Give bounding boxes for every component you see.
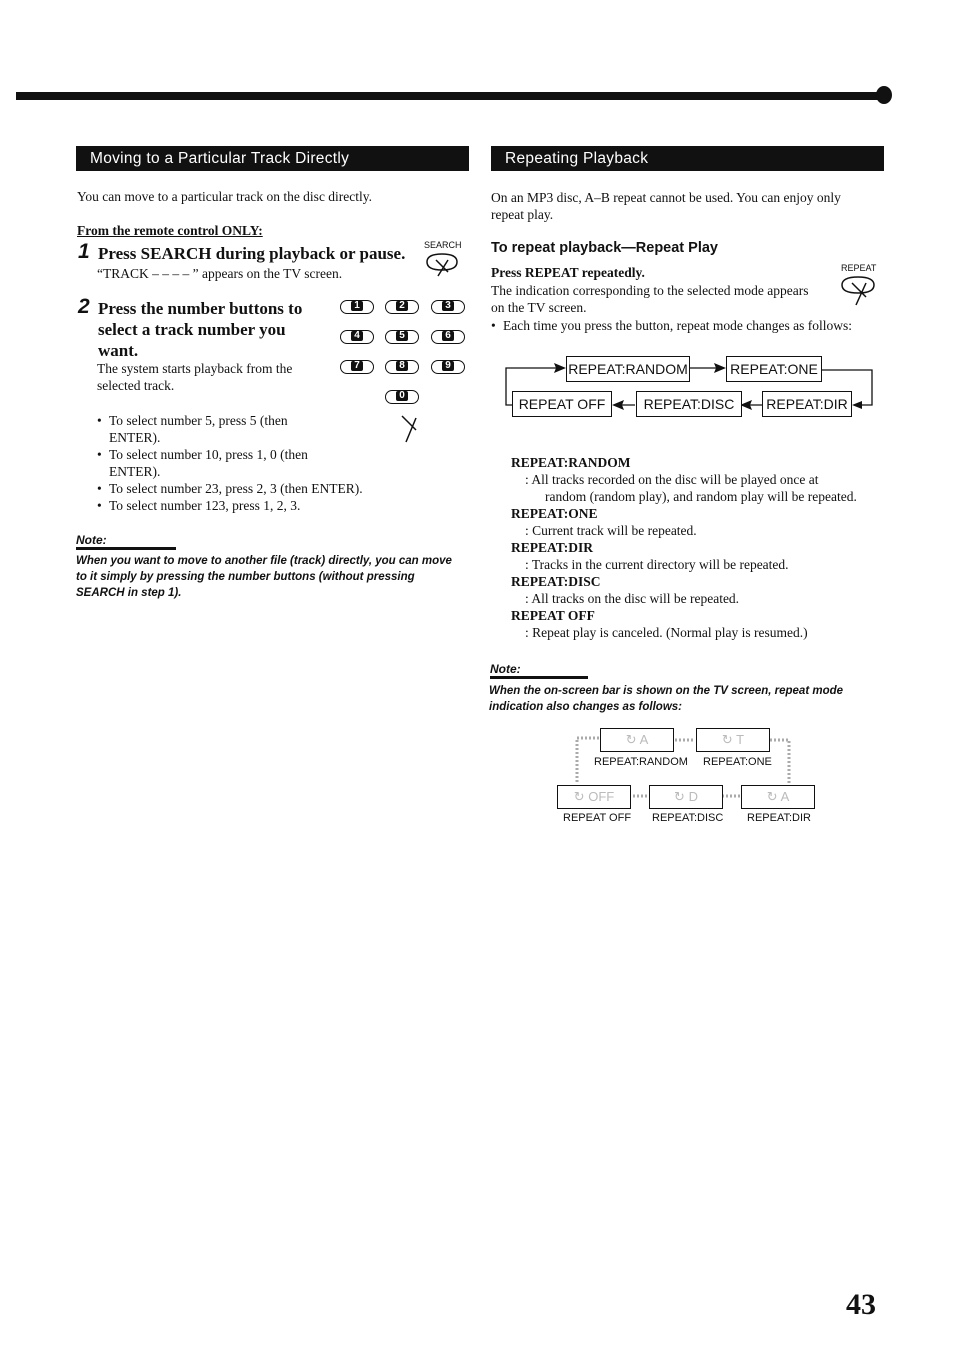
bullet-list-left	[97, 412, 397, 514]
indication-desc-line1: The indication corresponding to the selected mode appears	[491, 283, 809, 298]
mode-desc-cont: random (random play), and random play will be repeated.	[545, 489, 857, 504]
keypad-button-5[interactable]: 5	[385, 330, 419, 344]
mode-desc: : Current track will be repeated.	[525, 523, 697, 538]
mode-desc: : Tracks in the current directory will be repeated.	[525, 557, 789, 572]
osd-box-disc: ↻ D	[649, 785, 723, 809]
step1-number: 1	[78, 240, 90, 263]
repeat-subheading: To repeat playback—Repeat Play	[491, 240, 718, 256]
step2-title-line3: want.	[98, 341, 139, 360]
bullet-list-right	[491, 317, 891, 334]
osd-caption-one: REPEAT:ONE	[703, 756, 772, 768]
note-text-left: When you want to move to another file (track) directly, you can move to it simply by pressing the number buttons (without pressing SEARCH in step 1).	[76, 555, 452, 599]
osd-box-off: ↻ OFF	[557, 785, 631, 809]
keypad-button-7[interactable]: 7	[340, 360, 374, 374]
osd-caption-dir: REPEAT:DIR	[747, 812, 811, 824]
osd-caption-random: REPEAT:RANDOM	[594, 756, 688, 768]
section-heading-right: Repeating Playback	[491, 146, 884, 171]
osd-box-random: ↻ A	[600, 728, 674, 752]
list-item: • To select number 10, press 1, 0 (then ENTER).	[97, 446, 397, 480]
keypad-button-8[interactable]: 8	[385, 360, 419, 374]
search-press-icon	[424, 250, 460, 280]
press-repeat-instruction: Press REPEAT repeatedly.	[491, 265, 645, 280]
list-item: • To select number 23, press 2, 3 (then ENTER).	[97, 480, 397, 497]
indication-desc-line2: on the TV screen.	[491, 300, 587, 315]
right-intro-line1: On an MP3 disc, A–B repeat cannot be used. You can enjoy only	[491, 190, 841, 205]
keypad-button-0[interactable]: 0	[385, 390, 419, 404]
step1-desc: “TRACK – – – – ” appears on the TV screen.	[97, 266, 343, 281]
remote-only-label: From the remote control ONLY:	[77, 223, 263, 238]
osd-caption-disc: REPEAT:DISC	[652, 812, 724, 824]
mode-desc: : Repeat play is canceled. (Normal play is resumed.)	[525, 625, 808, 640]
step2-desc-line2: selected track.	[97, 378, 175, 393]
note-rule-left	[76, 547, 176, 550]
note-label-left: Note:	[76, 533, 107, 547]
mode-desc: : All tracks on the disc will be repeated.	[525, 591, 740, 606]
cycle-box-repeat-random: REPEAT:RANDOM	[566, 356, 690, 382]
right-intro-line2: repeat play.	[491, 207, 554, 222]
repeat-press-icon	[838, 273, 878, 309]
mode-name: REPEAT OFF	[511, 608, 595, 623]
list-item: • To select number 5, press 5 (then ENTER).	[97, 412, 397, 446]
keypad-button-9[interactable]: 9	[431, 360, 465, 374]
search-icon-label: SEARCH	[424, 240, 462, 250]
list-item: • Each time you press the button, repeat mode changes as follows:	[491, 317, 891, 334]
mode-name: REPEAT:DISC	[511, 574, 601, 589]
finger-press-icon	[398, 412, 428, 446]
mode-definitions	[511, 454, 891, 641]
keypad-button-2[interactable]: 2	[385, 300, 419, 314]
top-rule-end-dot	[876, 86, 892, 104]
step2-number: 2	[78, 295, 90, 318]
repeat-icon-label: REPEAT	[841, 263, 877, 273]
left-intro: You can move to a particular track on the disc directly.	[77, 189, 373, 204]
list-item: • To select number 123, press 1, 2, 3.	[97, 497, 397, 514]
keypad-button-1[interactable]: 1	[340, 300, 374, 314]
note-label-right: Note:	[490, 662, 521, 676]
top-rule	[16, 92, 882, 100]
mode-name: REPEAT:ONE	[511, 506, 598, 521]
section-heading-left: Moving to a Particular Track Directly	[76, 146, 469, 171]
step1-title: Press SEARCH during playback or pause.	[98, 244, 406, 263]
cycle-box-repeat-disc: REPEAT:DISC	[636, 391, 742, 417]
mode-desc: : All tracks recorded on the disc will be played once at	[525, 472, 819, 487]
step2-title-line1: Press the number buttons to	[98, 299, 303, 318]
step2-title-line2: select a track number you	[98, 320, 286, 339]
page-number: 43	[846, 1288, 876, 1321]
mode-name: REPEAT:RANDOM	[511, 455, 631, 470]
keypad-button-6[interactable]: 6	[431, 330, 465, 344]
keypad-button-4[interactable]: 4	[340, 330, 374, 344]
cycle-box-repeat-one: REPEAT:ONE	[726, 356, 822, 382]
cycle-box-repeat-off: REPEAT OFF	[512, 391, 612, 417]
note-rule-right	[490, 676, 588, 679]
step2-desc-line1: The system starts playback from the	[97, 361, 293, 376]
osd-box-one: ↻ T	[696, 728, 770, 752]
osd-caption-off: REPEAT OFF	[563, 812, 632, 824]
cycle-box-repeat-dir: REPEAT:DIR	[762, 391, 852, 417]
note-text-right: When the on-screen bar is shown on the TV screen, repeat mode indication also changes as follows:	[489, 685, 844, 713]
osd-box-dir: ↻ A	[741, 785, 815, 809]
keypad-button-3[interactable]: 3	[431, 300, 465, 314]
mode-name: REPEAT:DIR	[511, 540, 594, 555]
